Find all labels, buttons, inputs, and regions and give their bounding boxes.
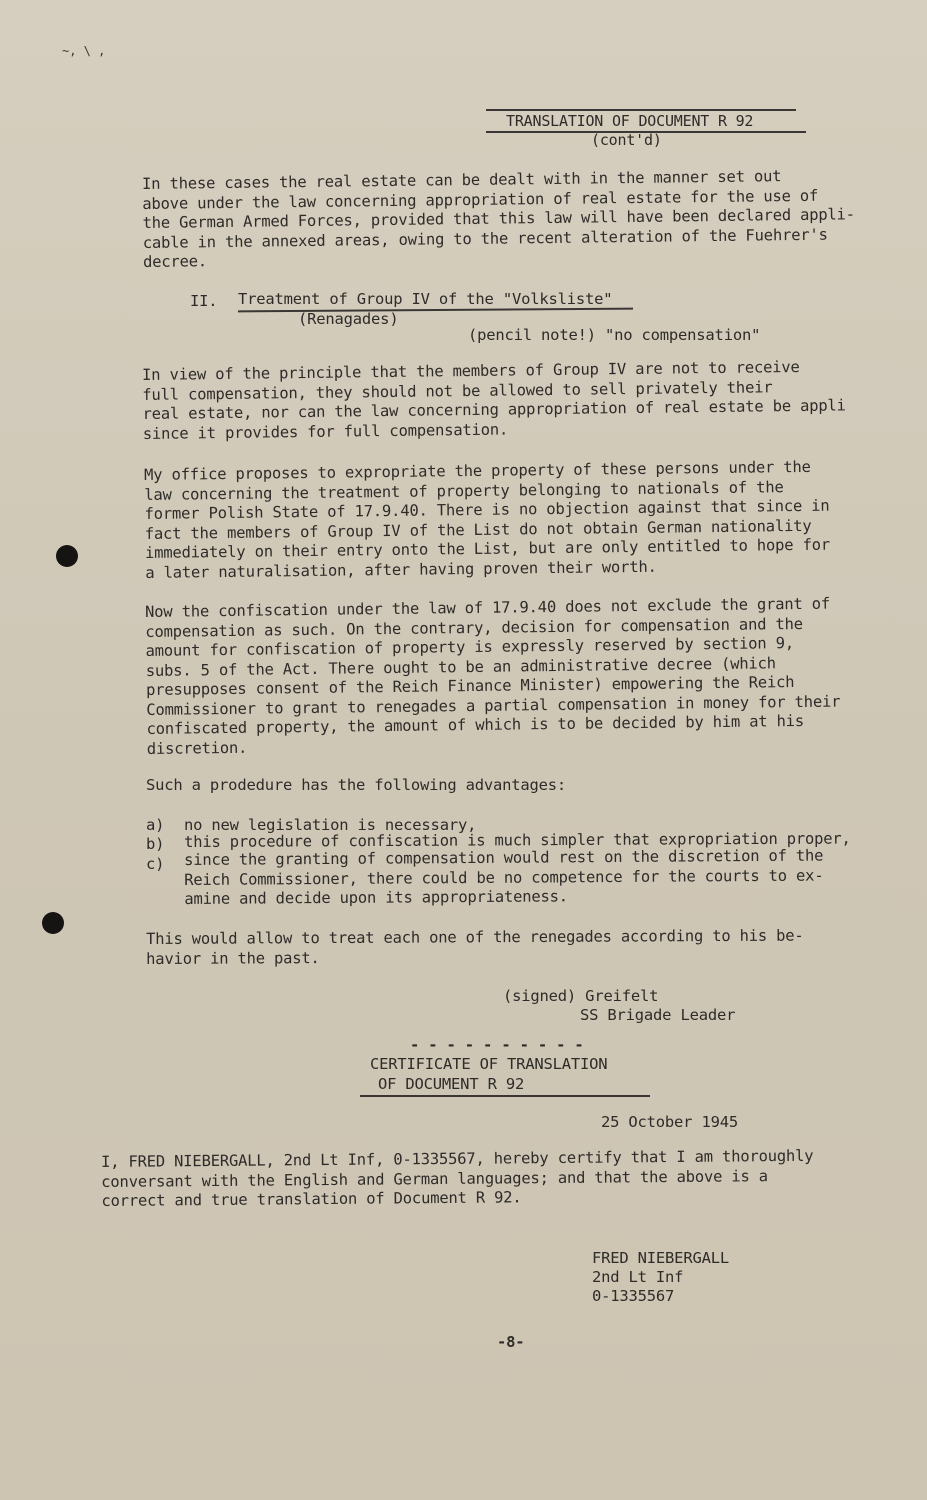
translator-name: FRED NIEBERGALL (592, 1249, 729, 1267)
binder-hole-bottom (42, 912, 64, 934)
text-line: amount for confiscation of property is expressly reserved by section 9, (145, 634, 795, 660)
header-title: TRANSLATION OF DOCUMENT R 92 (506, 112, 754, 130)
text-line: discretion. (146, 738, 248, 758)
text-line: immediately on their entry onto the List, but are only entitled to hope for (144, 535, 831, 562)
section-number: II. (190, 292, 218, 310)
text-line: full compensation, they should not be allowed to sell privately their (142, 377, 773, 404)
paragraph-4 (145, 595, 841, 759)
advantage-label: b) (146, 835, 165, 853)
paragraph-3 (144, 458, 830, 583)
text-line: decree. (142, 252, 208, 271)
text-line: presupposes consent of the Reich Finance Minister) empowering the Reich (145, 673, 795, 699)
text-line: a later naturalisation, after having proven their worth. (145, 557, 657, 582)
text-line: former Polish State of 17.9.40. There is no objection against that since in (144, 496, 830, 523)
advantage-line: no new legislation is necessary, (184, 816, 477, 834)
text-line: above under the law concerning appropriation of real estate for the use of (142, 186, 819, 213)
text-line: In view of the principle that the members of Group IV are not to receive (142, 357, 800, 384)
text-line: cable in the annexed areas, owing to the recent alteration of the Fuehrer's (142, 225, 828, 252)
translator-rank: 2nd Lt Inf (592, 1268, 684, 1286)
advantages-intro: Such a prodedure has the following advantages: (146, 776, 567, 794)
text-line: This would allow to treat each one of the renegades according to his be- (146, 926, 804, 948)
header-subtitle: (cont'd) (591, 131, 662, 149)
certificate-date: 25 October 1945 (601, 1113, 738, 1131)
text-line: Now the confiscation under the law of 17.9.40 does not exclude the grant of (145, 594, 831, 621)
text-line: In these cases the real estate can be dealt with in the manner set out (142, 167, 782, 193)
certificate-title: CERTIFICATE OF TRANSLATION (370, 1055, 608, 1073)
advantage-c-lines (184, 847, 824, 910)
text-line: compensation as such. On the contrary, decision for compensation and the (145, 614, 803, 641)
advantage-line: this procedure of confiscation is much simpler that expropriation proper, (184, 829, 851, 851)
text-line: havior in the past. (146, 948, 320, 968)
text-line: real estate, nor can the law concerning appropriation of real estate be appli (142, 396, 846, 423)
text-line: correct and true translation of Document R 92. (101, 1188, 522, 1210)
paragraph-1 (142, 166, 855, 272)
text-line: conversant with the English and German languages; and that the above is a (101, 1166, 768, 1191)
text-line: My office proposes to expropriate the property of these persons under the (144, 457, 811, 484)
translator-serial: 0-1335567 (592, 1287, 675, 1305)
separator: - - - - - - - - - - (410, 1036, 584, 1054)
signature-name: (signed) Greifelt (503, 987, 659, 1005)
signature-title: SS Brigade Leader (580, 1006, 736, 1024)
text-line: subs. 5 of the Act. There ought to be an administrative decree (which (145, 653, 776, 680)
certificate-subtitle: OF DOCUMENT R 92 (378, 1075, 525, 1093)
advantage-line: since the granting of compensation would rest on the discretion of the (184, 846, 824, 869)
corner-marks: ~, \ , (62, 44, 106, 58)
page-number: -8- (497, 1333, 525, 1351)
advantage-label: c) (146, 855, 165, 873)
section-title: Treatment of Group IV of the "Volksliste" (238, 290, 613, 308)
paragraph-6 (146, 927, 804, 969)
text-line: fact the members of Group IV of the List do not obtain German nationality (144, 516, 812, 543)
pencil-note: (pencil note!) "no compensation" (468, 326, 761, 344)
certificate-body (101, 1147, 814, 1212)
text-line: Commissioner to grant to renegades a partial compensation in money for their (146, 692, 841, 719)
section-subtitle: (Renagades) (298, 310, 399, 328)
header-top-rule (486, 109, 796, 111)
text-line: since it provides for full compensation. (142, 420, 509, 443)
advantage-line: amine and decide upon its appropriateness. (184, 887, 568, 908)
paragraph-2 (142, 357, 846, 444)
advantage-label: a) (146, 816, 165, 834)
advantage-line: Reich Commissioner, there could be no competence for the courts to ex- (184, 866, 824, 889)
text-line: law concerning the treatment of property belonging to nationals of the (144, 477, 784, 504)
text-line: the German Armed Forces, provided that this law will have been declared appli- (142, 205, 855, 232)
text-line: I, FRED NIEBERGALL, 2nd Lt Inf, 0-1335567, hereby certify that I am thoroughly (101, 1146, 814, 1171)
binder-hole-top (56, 545, 78, 567)
certificate-underline (360, 1095, 650, 1097)
text-line: confiscated property, the amount of which is to be decided by him at his (146, 711, 805, 738)
